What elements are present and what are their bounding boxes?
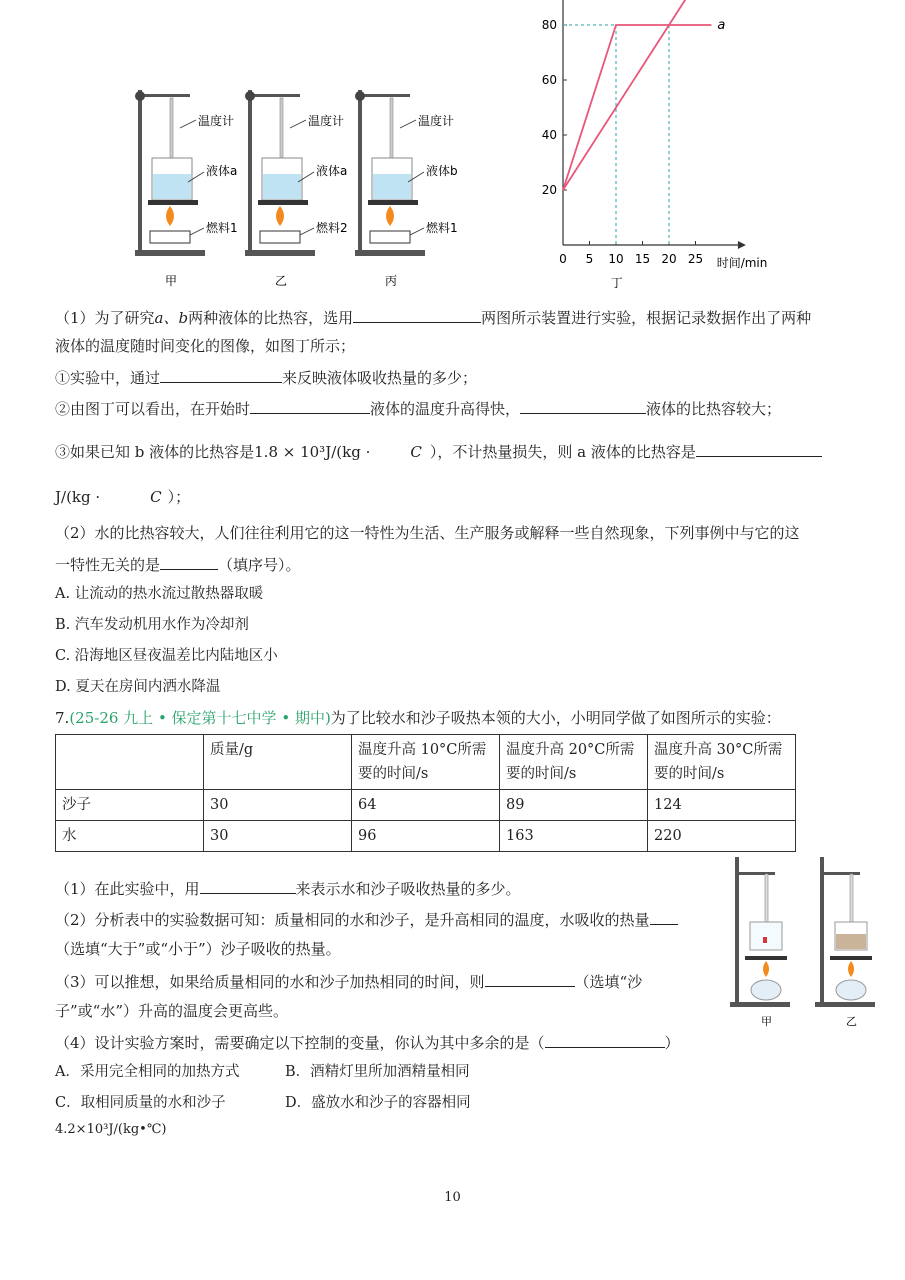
q7-data-table — [55, 734, 796, 852]
temperature-time-chart — [525, 18, 785, 295]
y-tick-label: 80 — [541, 18, 557, 32]
chart-caption: 丁 — [610, 276, 623, 290]
table-header-row — [56, 735, 796, 790]
y-tick-label: 40 — [541, 128, 557, 142]
table-row — [56, 790, 796, 821]
apparatus-figure-jia — [135, 90, 238, 288]
x-axis-label: 时间/min — [716, 256, 768, 270]
table-cell: 30 — [204, 821, 352, 852]
q7-option-c: C．取相同质量的水和沙子 — [55, 1095, 226, 1111]
table-header-cell: 温度升高 20°C所需要的时间/s — [500, 735, 648, 790]
table-cell: 水 — [56, 821, 204, 852]
q6-option-c: C. 沿海地区昼夜温差比内陆地区小 — [55, 648, 278, 664]
x-axis-arrow — [738, 241, 746, 249]
answer-blank[interactable] — [160, 553, 218, 570]
q7-apparatus-water — [730, 857, 790, 1028]
q7-option-a: A．采用完全相同的加热方式 — [55, 1064, 240, 1080]
table-header-cell — [56, 735, 204, 790]
x-tick-label: 10 — [608, 252, 624, 266]
table-header-cell: 温度升高 30°C所需要的时间/s — [648, 735, 796, 790]
fuel-label: 燃料1 — [206, 221, 238, 235]
table-cell: 124 — [648, 790, 796, 821]
table-header-cell: 温度升高 10°C所需要的时间/s — [352, 735, 500, 790]
q7-source: (25-26 九上 • 保定第十七中学 • 期中) — [69, 709, 331, 727]
x-tick-label: 25 — [687, 252, 704, 266]
q6-part2-line1: （2）水的比热容较大，人们往往利用它的这一特性为生活、生产服务或解释一些自然现象，下列事例中与它的这 — [55, 524, 800, 542]
answer-blank[interactable] — [696, 440, 822, 457]
table-cell: 163 — [500, 821, 648, 852]
fuel-label: 燃料2 — [316, 221, 348, 235]
q6-sub1: ①实验中，通过 来反映液体吸收热量的多少； — [55, 366, 477, 388]
q7-part3-line2: 子”或“水”）升高的温度会更高些。 — [55, 1002, 289, 1020]
table-cell: 30 — [204, 790, 352, 821]
answer-blank[interactable] — [545, 1031, 665, 1048]
q6-option-b: B. 汽车发动机用水作为冷却剂 — [55, 617, 249, 633]
answer-blank[interactable] — [485, 970, 575, 987]
q6-part1-line1: （1）为了研究𝑎、𝑏两种液体的比热容，选用 两图所示装置进行实验，根据记录数据作出了两种 — [55, 306, 811, 328]
apparatus-figure-bing — [355, 90, 458, 288]
x-tick-label: 20 — [661, 252, 677, 266]
thermometer-label: 温度计 — [308, 114, 345, 128]
table-header-cell: 质量/g — [204, 735, 352, 790]
liquid-label: 液体b — [426, 164, 458, 178]
table-cell: 沙子 — [56, 790, 204, 821]
apparatus-figure-yi — [245, 90, 348, 288]
q7-apparatus-figures — [725, 852, 895, 1032]
apparatus-figures-top — [120, 80, 500, 290]
q6-sub2: ②由图丁可以看出，在开始时 液体的温度升高得快， 液体的比热容较大； — [55, 397, 781, 419]
q6-part1-line2: 液体的温度随时间变化的图像，如图丁所示； — [55, 337, 356, 355]
series-label-a: a — [717, 18, 726, 33]
q7-option-d: D．盛放水和沙子的容器相同 — [285, 1095, 471, 1111]
table-cell: 96 — [352, 821, 500, 852]
fuel-label: 燃料1 — [426, 221, 458, 235]
q6-sub3-unit: J/(kg · 𝐶 ）； — [55, 488, 191, 506]
q6-option-d: D. 夏天在房间内洒水降温 — [55, 679, 221, 695]
series-line-a — [563, 25, 711, 190]
q6-part2-line2: 一特性无关的是 （填序号）。 — [55, 553, 301, 575]
q7-part1: （1）在此实验中，用 来表示水和沙子吸收热量的多少。 — [55, 877, 521, 899]
table-row — [56, 821, 796, 852]
x-tick-label: 0 — [559, 252, 567, 266]
q7-option-b: B．酒精灯里所加酒精量相同 — [285, 1064, 470, 1080]
q7-stem: 7.(25-26 九上 • 保定第十七中学 • 期中)为了比较水和沙子吸热本领的大小，小明同学做了如图所示的实验： — [55, 709, 781, 727]
answer-blank[interactable] — [250, 397, 370, 414]
answer-blank[interactable] — [200, 877, 296, 894]
thermometer-label: 温度计 — [418, 114, 455, 128]
figure-caption: 乙 — [275, 274, 288, 288]
figure-caption: 丙 — [385, 274, 398, 288]
figure-caption: 乙 — [846, 1015, 857, 1028]
q7-part4: （4）设计实验方案时，需要确定以下控制的变量，你认为其中多余的是（ ） — [55, 1031, 680, 1053]
thermometer-label: 温度计 — [198, 114, 235, 128]
series-line-b — [563, 0, 711, 190]
table-cell: 220 — [648, 821, 796, 852]
q6-sub3: ③如果已知 b 液体的比热容是1.8 × 10³J/(kg · 𝐶 ），不计热量损失，则 a 液体的比热容是 — [55, 440, 822, 462]
liquid-label: 液体a — [316, 164, 348, 178]
q7-apparatus-sand — [815, 857, 875, 1028]
y-tick-label: 20 — [541, 183, 557, 197]
page-number: 10 — [444, 1190, 461, 1205]
figure-caption: 甲 — [761, 1015, 772, 1028]
answer-blank[interactable] — [520, 397, 646, 414]
q7-part2-line1: （2）分析表中的实验数据可知：质量相同的水和沙子，是升高相同的温度，水吸收的热量 — [55, 908, 678, 930]
table-cell: 64 — [352, 790, 500, 821]
q7-answer-note: 4.2×10³J/(kg•℃) — [55, 1122, 167, 1137]
answer-blank[interactable] — [160, 366, 282, 383]
q7-part2-line2: （选填“大于”或“小于”）沙子吸收的热量。 — [55, 940, 341, 958]
liquid-label: 液体a — [206, 164, 238, 178]
table-cell: 89 — [500, 790, 648, 821]
q6-option-a: A. 让流动的热水流过散热器取暖 — [55, 586, 264, 602]
answer-blank[interactable] — [353, 306, 481, 323]
y-tick-label: 60 — [541, 73, 557, 87]
x-tick-label: 5 — [585, 252, 594, 266]
x-tick-label: 15 — [634, 252, 651, 266]
figure-caption: 甲 — [165, 274, 178, 288]
q7-part3-line1: （3）可以推想，如果给质量相同的水和沙子加热相同的时间，则 （选填“沙 — [55, 970, 642, 992]
answer-blank[interactable] — [650, 908, 678, 925]
